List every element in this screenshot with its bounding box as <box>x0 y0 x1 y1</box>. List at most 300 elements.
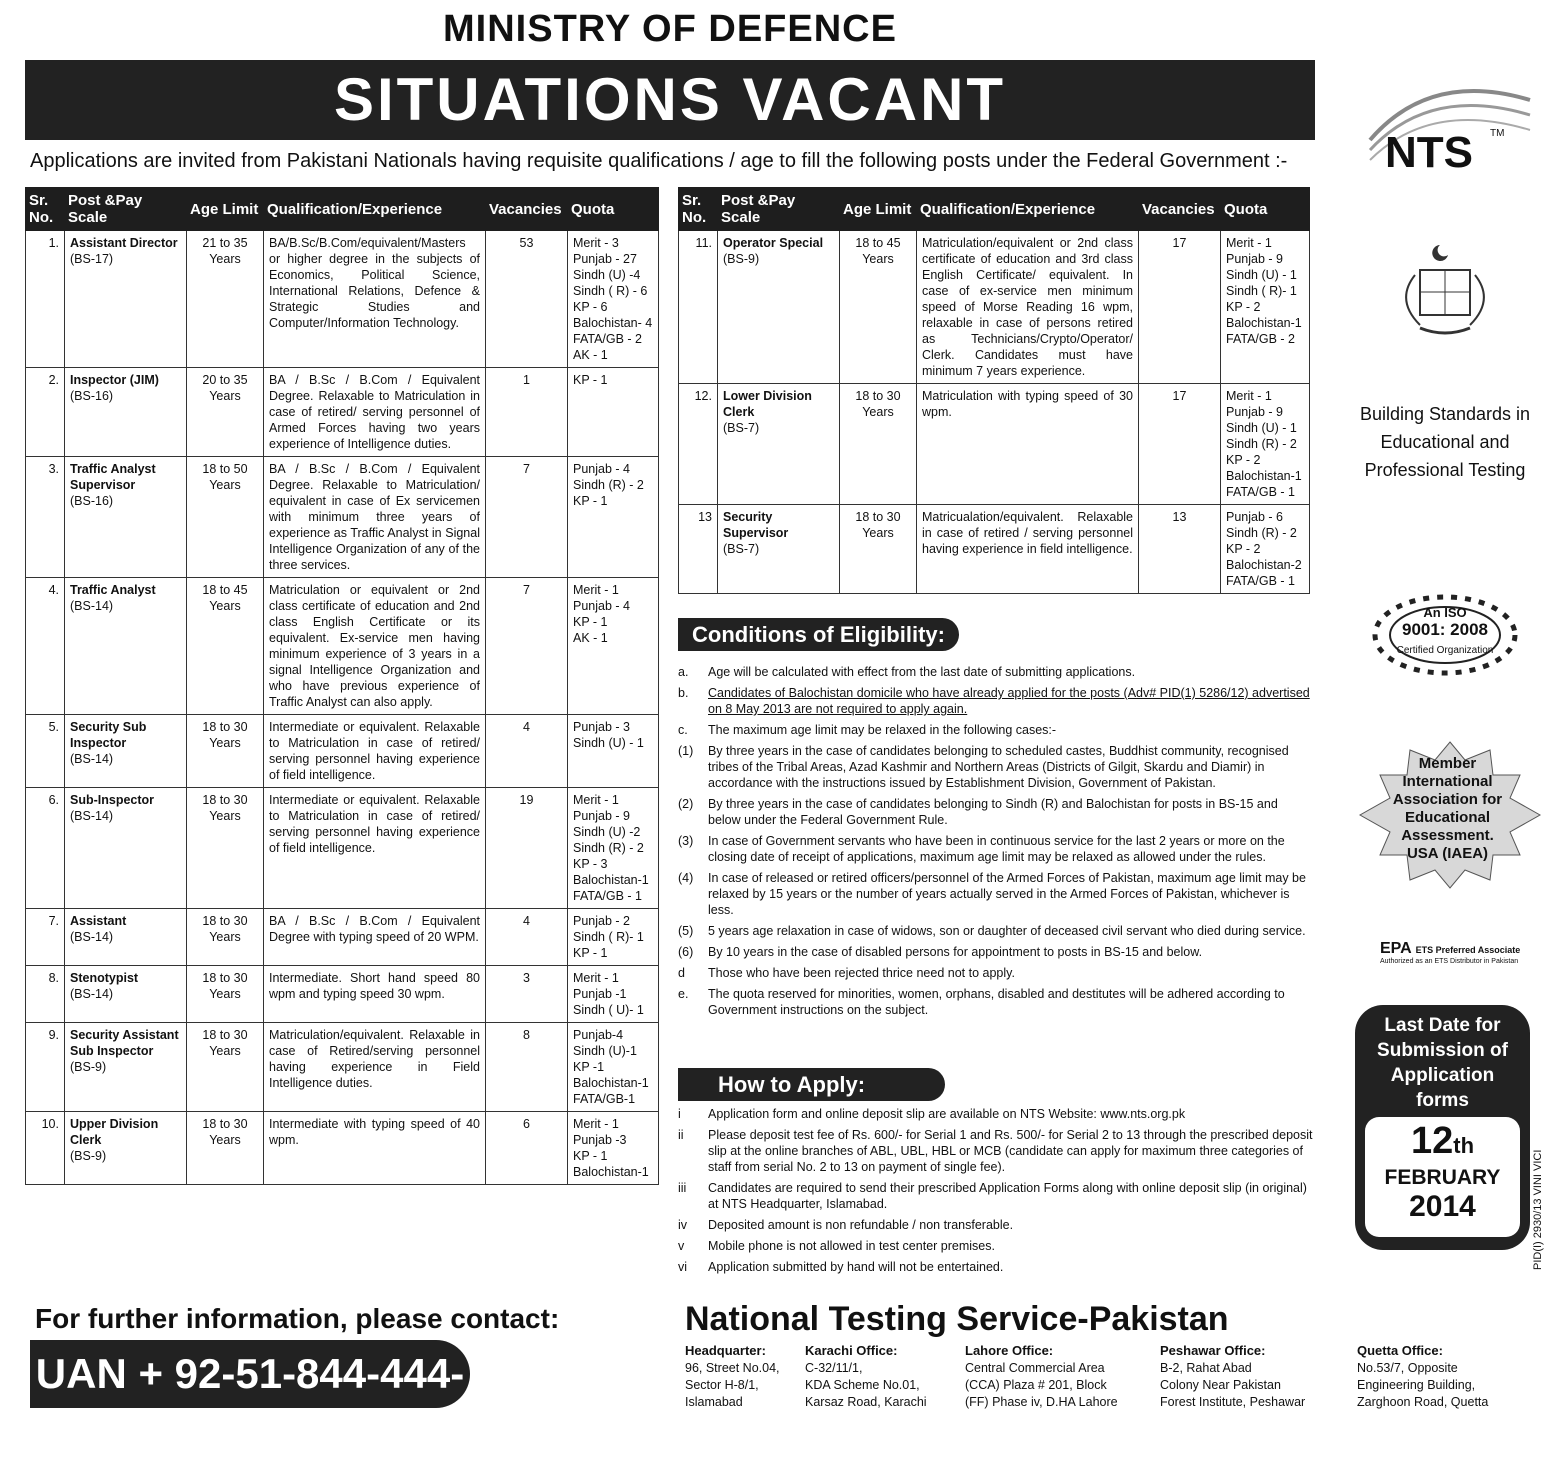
quota-item: Balochistan- 4 <box>573 316 653 330</box>
age-limit: 21 to 35 Years <box>187 231 264 368</box>
quota-item: Sindh ( R) - 6 <box>573 284 648 298</box>
list-item <box>678 1238 1313 1254</box>
last-date-year: 2014 <box>1409 1190 1476 1223</box>
vacancies: 8 <box>486 1023 568 1112</box>
table-header <box>679 188 1310 231</box>
quota-item: FATA/GB - 2 <box>1226 332 1295 346</box>
quota-item: FATA/GB - 1 <box>1226 574 1295 588</box>
col-qual: Qualification/Experience <box>917 188 1139 231</box>
quota-item: Sindh ( U)- 1 <box>573 1003 644 1017</box>
col-qual: Qualification/Experience <box>264 188 486 231</box>
vacancies: 3 <box>486 966 568 1023</box>
list-item <box>678 833 1313 865</box>
tagline: Building Standards in Educational and Professional Testing <box>1359 404 1531 480</box>
age-limit: 18 to 30 Years <box>187 788 264 909</box>
list-item <box>678 1259 1313 1275</box>
quota-item: Balochistan-1 <box>573 1165 649 1179</box>
office-title: Peshawar Office: <box>1160 1343 1266 1358</box>
office-title: Lahore Office: <box>965 1343 1054 1358</box>
serial-number: 4. <box>26 578 65 715</box>
item-marker: a. <box>678 665 689 679</box>
quota-item: KP - 1 <box>573 373 608 387</box>
item-text: Age will be calculated with effect from the last date of submitting applications. <box>708 665 1136 679</box>
uan-number: UAN + 92-51-844-444-1 <box>30 1340 470 1408</box>
post-title: Assistant Director <box>70 236 178 250</box>
vacancies: 6 <box>486 1112 568 1185</box>
item-text: Those who have been rejected thrice need not to apply. <box>708 966 1015 980</box>
item-text: By three years in the case of candidates belonging to scheduled castes, Buddhist community, recognised tribes of the Tribal Areas, Azad Kashmir and Northern Areas (Districts of Gilgit, Skardu and Diamir) in accordance with the instructions issued by Establishment Division, Government of Pakistan. <box>708 744 1289 790</box>
serial-number: 3. <box>26 457 65 578</box>
page-title: SITUATIONS VACANT <box>25 60 1315 140</box>
pay-scale: (BS-7) <box>723 421 760 435</box>
item-marker: vi <box>678 1260 688 1274</box>
post-cell <box>65 966 187 1023</box>
last-date-box <box>1355 1005 1530 1250</box>
iso-line2: 9001: 2008 <box>1401 620 1489 639</box>
office-address <box>1357 1342 1488 1411</box>
quota-item: KP - 6 <box>573 300 608 314</box>
post-title: Traffic Analyst Supervisor <box>70 462 156 492</box>
item-marker: ii <box>678 1128 684 1142</box>
quota-cell <box>568 966 659 1023</box>
quota-item: Punjab - 9 <box>1226 252 1283 266</box>
office-line: (CCA) Plaza # 201, Block <box>965 1378 1107 1392</box>
item-marker: d <box>678 966 685 980</box>
quota-item: Punjab -1 <box>573 987 627 1001</box>
serial-number: 13 <box>679 505 718 594</box>
quota-item: KP - 2 <box>1226 453 1261 467</box>
list-item <box>678 722 1313 738</box>
office-title: Headquarter: <box>685 1343 766 1358</box>
conditions-list <box>678 664 1313 1023</box>
item-marker: (1) <box>678 744 694 758</box>
item-text: By three years in the case of candidates belonging to Sindh (R) and Balochistan for posts in BS-15 and below under the Federal Government Rule. <box>708 797 1278 827</box>
ministry-title: MINISTRY OF DEFENCE <box>443 8 897 50</box>
epa-subtext: Authorized as an ETS Distributor in Pakistan <box>1380 958 1519 965</box>
serial-number: 2. <box>26 368 65 457</box>
quota-item: AK - 1 <box>573 631 608 645</box>
serial-number: 7. <box>26 909 65 966</box>
qualification: Matriculation/equivalent or 2nd class certificate of education and 3rd class English Certificate/ equivalent. In case of ex-service men minimum speed of Morse Reading 16 wpm, relaxable in case of persons retired as Technicians/Crypto/Operator/ Clerk. Candidates must have minimum 7 years experience. <box>917 231 1139 384</box>
intro-text: Applications are invited from Pakistani Nationals having requisite qualifications / age to fill the following posts under the Federal Government :- <box>30 150 1288 172</box>
quota-item: FATA/GB - 1 <box>573 889 642 903</box>
qualification: BA/B.Sc/B.Com/equivalent/Masters or higher degree in the subjects of Economics, Political Science, International Relations, Defence & Strategic Studies and Computer/Information Technology. <box>264 231 486 368</box>
iso-line3: Certified Organization <box>1396 645 1494 656</box>
age-limit: 20 to 35 Years <box>187 368 264 457</box>
qualification: BA / B.Sc / B.Com / Equivalent Degree. Relaxable to Matriculation in case of retired/ serving personnel of Armed Forces having two years experience of Intelligence duties. <box>264 368 486 457</box>
list-item <box>678 870 1313 918</box>
col-post: Post &Pay Scale <box>65 188 187 231</box>
item-text: Deposited amount is non refundable / non transferable. <box>708 1218 1014 1232</box>
vacancies: 4 <box>486 715 568 788</box>
post-cell <box>718 231 840 384</box>
post-cell <box>718 384 840 505</box>
government-emblem-icon <box>1385 240 1505 340</box>
office-line: 96, Street No.04, <box>685 1361 780 1375</box>
office-line: Central Commercial Area <box>965 1361 1105 1375</box>
post-title: Security Sub Inspector <box>70 720 147 750</box>
quota-item: Punjab - 3 <box>573 720 630 734</box>
col-vac: Vacancies <box>486 188 568 231</box>
office-line: Colony Near Pakistan <box>1160 1378 1281 1392</box>
qualification: Matriculation with typing speed of 30 wpm. <box>917 384 1139 505</box>
last-date-day: 12 <box>1410 1120 1454 1162</box>
table-row <box>26 966 659 1023</box>
contact-heading: For further information, please contact: <box>35 1303 560 1334</box>
post-cell <box>65 1112 187 1185</box>
iso-line1: An ISO <box>1423 605 1467 620</box>
post-title: Operator Special <box>723 236 824 250</box>
quota-cell <box>568 368 659 457</box>
item-text: Please deposit test fee of Rs. 600/- for Serial 1 and Rs. 500/- for Serial 2 to 13 through the prescribed deposit slip at the online branches of ABL, UBL, HBL or MCB (candidate can apply for maximum three categories of staff from serial No. 2 to 13 on payment of single fee). <box>708 1128 1313 1174</box>
quota-item: Sindh (U) - 1 <box>1226 421 1297 435</box>
quota-item: Sindh (R) - 2 <box>1226 526 1297 540</box>
item-marker: (5) <box>678 924 694 938</box>
table-row <box>26 909 659 966</box>
last-date-value <box>1365 1117 1520 1237</box>
col-vac: Vacancies <box>1139 188 1221 231</box>
quota-cell <box>568 578 659 715</box>
post-cell <box>65 788 187 909</box>
serial-number: 12. <box>679 384 718 505</box>
quota-item: Sindh (U) -4 <box>573 268 641 282</box>
serial-number: 11. <box>679 231 718 384</box>
qualification: BA / B.Sc / B.Com / Equivalent Degree. Relaxable to Matriculation/ equivalent in case of Ex servicemen with minimum three years of experience as Traffic Analyst in Signal Intelligence Organization of any of the three services. <box>264 457 486 578</box>
office-line: Islamabad <box>685 1395 743 1409</box>
qualification: Intermediate. Short hand speed 80 wpm and typing speed 30 wpm. <box>264 966 486 1023</box>
vacancies: 1 <box>486 368 568 457</box>
post-title: Traffic Analyst <box>70 583 156 597</box>
quota-item: Sindh (U) -2 <box>573 825 641 839</box>
vacancies: 17 <box>1139 384 1221 505</box>
office-line: Engineering Building, <box>1357 1378 1476 1392</box>
quota-item: Balochistan-1 <box>1226 469 1302 483</box>
vacancies: 7 <box>486 457 568 578</box>
vacancies: 19 <box>486 788 568 909</box>
apply-list <box>678 1106 1313 1280</box>
list-item <box>678 965 1313 981</box>
post-title: Security Assistant Sub Inspector <box>70 1028 179 1058</box>
nts-wordmark: NTS <box>1385 128 1473 177</box>
office-line: B-2, Rahat Abad <box>1160 1361 1252 1375</box>
table-row <box>26 578 659 715</box>
age-limit: 18 to 30 Years <box>840 505 917 594</box>
list-item <box>678 986 1313 1018</box>
last-date-day-suffix: th <box>1453 1133 1475 1158</box>
quota-item: Sindh ( R)- 1 <box>1226 284 1297 298</box>
vacancy-table-left <box>25 187 659 1185</box>
quota-item: Balochistan-1 <box>573 1076 649 1090</box>
qualification: Intermediate with typing speed of 40 wpm. <box>264 1112 486 1185</box>
item-text: In case of released or retired officers/personnel of the Armed Forces of Pakistan, maximum age limit may be relaxed by 15 years or the number of years actually served in the Armed Forces of Pakistan, whichever is less. <box>708 871 1306 917</box>
age-limit: 18 to 30 Years <box>187 909 264 966</box>
office-line: C-32/11/1, <box>805 1361 863 1375</box>
item-text: Candidates of Balochistan domicile who have already applied for the posts (Adv# PID(1) 5286/12) advertised on 8 May 2013 are not required to apply again. <box>708 686 1310 716</box>
pay-scale: (BS-14) <box>70 752 114 766</box>
list-item <box>678 923 1313 939</box>
pay-scale: (BS-9) <box>70 1149 107 1163</box>
serial-number: 9. <box>26 1023 65 1112</box>
qualification: Matriculation or equivalent or 2nd class certificate of education and 2nd class English Certificate or its equivalent. Ex-service men having minimum experience of 3 years in a signal Intelligence Organization and who have previous experience of Traffic Analyst can also apply. <box>264 578 486 715</box>
quota-item: Merit - 3 <box>573 236 619 250</box>
quota-item: Punjab -3 <box>573 1133 627 1147</box>
quota-item: FATA/GB - 2 <box>573 332 642 346</box>
quota-item: KP - 1 <box>573 946 608 960</box>
quota-item: Punjab - 6 <box>1226 510 1283 524</box>
office-line: (FF) Phase iv, D.HA Lahore <box>965 1395 1118 1409</box>
pay-scale: (BS-17) <box>70 252 114 266</box>
serial-number: 8. <box>26 966 65 1023</box>
pay-scale: (BS-9) <box>70 1060 107 1074</box>
list-item <box>678 944 1313 960</box>
post-cell <box>65 578 187 715</box>
post-cell <box>65 715 187 788</box>
col-sr: Sr. No. <box>26 188 65 231</box>
table-row <box>26 231 659 368</box>
pay-scale: (BS-14) <box>70 930 114 944</box>
post-title: Stenotypist <box>70 971 139 985</box>
list-item <box>678 685 1313 717</box>
vacancies: 17 <box>1139 231 1221 384</box>
list-item <box>678 1217 1313 1233</box>
quota-item: Punjab-4 <box>573 1028 624 1042</box>
col-age: Age Limit <box>187 188 264 231</box>
age-limit: 18 to 45 Years <box>840 231 917 384</box>
quota-cell <box>568 788 659 909</box>
col-quota: Quota <box>1221 188 1310 231</box>
quota-item: Sindh (U)-1 <box>573 1044 637 1058</box>
last-date-month: FEBRUARY <box>1384 1166 1501 1189</box>
pay-scale: (BS-7) <box>723 542 760 556</box>
quota-item: Sindh (R) - 2 <box>573 478 644 492</box>
item-text: Application submitted by hand will not be entertained. <box>708 1260 1004 1274</box>
quota-item: Merit - 1 <box>573 793 619 807</box>
organization-name: National Testing Service-Pakistan <box>685 1300 1229 1338</box>
table-header <box>26 188 659 231</box>
pay-scale: (BS-16) <box>70 494 114 508</box>
quota-item: Sindh (R) - 2 <box>1226 437 1297 451</box>
quota-item: Merit - 1 <box>1226 389 1272 403</box>
item-marker: c. <box>678 723 688 737</box>
serial-number: 10. <box>26 1112 65 1185</box>
quota-item: Merit - 1 <box>573 971 619 985</box>
quota-item: KP - 2 <box>1226 542 1261 556</box>
quota-item: KP - 2 <box>1226 300 1261 314</box>
conditions-heading: Conditions of Eligibility: <box>678 618 959 651</box>
post-cell <box>65 368 187 457</box>
quota-item: Punjab - 4 <box>573 599 630 613</box>
vacancies: 53 <box>486 231 568 368</box>
last-date-label: Last Date for Submission of Application forms <box>1377 1015 1508 1111</box>
item-text: In case of Government servants who have been in continuous service for the last 2 years or more on the closing date of receipt of applications, maximum age limit may be relaxed as allowed under the rules. <box>708 834 1285 864</box>
list-item <box>678 664 1313 680</box>
item-text: Application form and online deposit slip are available on NTS Website: www.nts.org.pk <box>708 1107 1186 1121</box>
pid-code: PID(I) 2930/13 VINI VICI <box>1532 1149 1544 1270</box>
post-cell <box>65 231 187 368</box>
quota-item: KP - 1 <box>573 1149 608 1163</box>
office-title: Quetta Office: <box>1357 1343 1443 1358</box>
post-cell <box>65 909 187 966</box>
age-limit: 18 to 30 Years <box>840 384 917 505</box>
serial-number: 5. <box>26 715 65 788</box>
quota-item: Punjab - 9 <box>1226 405 1283 419</box>
office-line: Zarghoon Road, Quetta <box>1357 1395 1489 1409</box>
item-marker: b. <box>678 686 689 700</box>
item-text: Candidates are required to send their prescribed Application Forms along with online deposit slip (in original) at NTS Headquarter, Islamabad. <box>708 1181 1307 1211</box>
item-text: 5 years age relaxation in case of widows, son or daughter of deceased civil servant who died during service. <box>708 924 1306 938</box>
item-marker: (2) <box>678 797 694 811</box>
quota-item: Punjab - 4 <box>573 462 630 476</box>
item-marker: iv <box>678 1218 688 1232</box>
table-row <box>26 457 659 578</box>
col-quota: Quota <box>568 188 659 231</box>
item-marker: (4) <box>678 871 694 885</box>
quota-cell <box>568 909 659 966</box>
qualification: Intermediate or equivalent. Relaxable to Matriculation in case of retired/ serving personnel having experience of field intelligence. <box>264 788 486 909</box>
col-post: Post &Pay Scale <box>718 188 840 231</box>
qualification: Intermediate or equivalent. Relaxable to Matriculation in case of retired/ serving personnel having experience of field intelligence. <box>264 715 486 788</box>
pay-scale: (BS-14) <box>70 987 114 1001</box>
item-text: The quota reserved for minorities, women, orphans, disabled and destitutes will be adhered according to Government instructions on the subject. <box>708 987 1285 1017</box>
item-text: Mobile phone is not allowed in test center premises. <box>708 1239 995 1253</box>
qualification: BA / B.Sc / B.Com / Equivalent Degree with typing speed of 20 WPM. <box>264 909 486 966</box>
quota-item: Punjab - 9 <box>573 809 630 823</box>
item-marker: iii <box>678 1181 687 1195</box>
age-limit: 18 to 30 Years <box>187 1023 264 1112</box>
iaea-member-text: Member International Association for Educational Assessment. USA (IAEA) <box>1392 755 1503 862</box>
quota-item: Merit - 1 <box>1226 236 1272 250</box>
quota-item: FATA/GB - 1 <box>1226 485 1295 499</box>
post-title: Upper Division Clerk <box>70 1117 159 1147</box>
qualification: Matriculation/equivalent. Relaxable in case of Retired/serving personnel having experience in Field Intelligence duties. <box>264 1023 486 1112</box>
quota-item: FATA/GB-1 <box>573 1092 636 1106</box>
table-row <box>679 505 1310 594</box>
list-item <box>678 743 1313 791</box>
age-limit: 18 to 50 Years <box>187 457 264 578</box>
office-address <box>965 1342 1118 1411</box>
epa-logo <box>1380 940 1520 958</box>
quota-item: Balochistan-1 <box>1226 316 1302 330</box>
office-line: No.53/7, Opposite <box>1357 1361 1458 1375</box>
qualification: Matricualation/equivalent. Relaxable in case of retired / serving personnel having experience in field intelligence. <box>917 505 1139 594</box>
quota-cell <box>568 1023 659 1112</box>
table-row <box>26 715 659 788</box>
item-text: By 10 years in the case of disabled persons for appointment to posts in BS-15 and below. <box>708 945 1203 959</box>
post-title: Security Supervisor <box>723 510 789 540</box>
quota-item: Sindh (R) - 2 <box>573 841 644 855</box>
quota-item: Sindh (U) - 1 <box>1226 268 1297 282</box>
age-limit: 18 to 30 Years <box>187 1112 264 1185</box>
vacancies: 7 <box>486 578 568 715</box>
age-limit: 18 to 30 Years <box>187 966 264 1023</box>
office-title: Karachi Office: <box>805 1343 898 1358</box>
item-text: The maximum age limit may be relaxed in the following cases:- <box>708 723 1057 737</box>
post-title: Inspector (JIM) <box>70 373 159 387</box>
table-row <box>26 788 659 909</box>
vacancy-table-right <box>678 187 1310 594</box>
vacancies: 13 <box>1139 505 1221 594</box>
quota-cell <box>568 1112 659 1185</box>
trademark: TM <box>1490 128 1505 139</box>
quota-item: Balochistan-2 <box>1226 558 1302 572</box>
quota-item: AK - 1 <box>573 348 608 362</box>
pay-scale: (BS-14) <box>70 599 114 613</box>
post-cell <box>65 1023 187 1112</box>
quota-item: Merit - 1 <box>573 1117 619 1131</box>
table-row <box>679 384 1310 505</box>
item-marker: (6) <box>678 945 694 959</box>
table-row <box>26 1023 659 1112</box>
item-marker: v <box>678 1239 685 1253</box>
quota-cell <box>568 231 659 368</box>
item-marker: i <box>678 1107 681 1121</box>
vacancies: 4 <box>486 909 568 966</box>
table-row <box>26 368 659 457</box>
post-cell <box>718 505 840 594</box>
quota-item: KP - 1 <box>573 494 608 508</box>
office-address <box>1160 1342 1305 1411</box>
item-marker: (3) <box>678 834 694 848</box>
apply-heading-bar <box>678 1072 945 1098</box>
office-address <box>685 1342 780 1411</box>
pay-scale: (BS-16) <box>70 389 114 403</box>
epa-mark: EPA <box>1380 940 1412 957</box>
post-cell <box>65 457 187 578</box>
list-item <box>678 1180 1313 1212</box>
epa-label: ETS Preferred Associate <box>1415 945 1521 955</box>
quota-item: Balochistan-1 <box>573 873 649 887</box>
quota-item: KP -1 <box>573 1060 605 1074</box>
conditions-heading-bar <box>678 622 959 648</box>
office-address <box>805 1342 927 1411</box>
office-line: Forest Institute, Peshawar <box>1160 1395 1306 1409</box>
quota-cell <box>568 715 659 788</box>
list-item <box>678 1127 1313 1175</box>
pay-scale: (BS-14) <box>70 809 114 823</box>
quota-item: Punjab - 27 <box>573 252 637 266</box>
quota-cell <box>568 457 659 578</box>
item-marker: e. <box>678 987 689 1001</box>
office-line: KDA Scheme No.01, <box>805 1378 920 1392</box>
list-item <box>678 796 1313 828</box>
post-title: Lower Division Clerk <box>723 389 812 419</box>
quota-cell <box>1221 231 1310 384</box>
quota-item: KP - 1 <box>573 615 608 629</box>
apply-heading: How to Apply: <box>678 1068 945 1101</box>
serial-number: 6. <box>26 788 65 909</box>
office-line: Karsaz Road, Karachi <box>805 1395 927 1409</box>
quota-item: KP - 3 <box>573 857 608 871</box>
table-row <box>679 231 1310 384</box>
col-sr: Sr. No. <box>679 188 718 231</box>
quota-item: Sindh (U) - 1 <box>573 736 644 750</box>
quota-cell <box>1221 384 1310 505</box>
quota-item: Sindh ( R)- 1 <box>573 930 644 944</box>
post-title: Assistant <box>70 914 127 928</box>
quota-item: Punjab - 2 <box>573 914 630 928</box>
serial-number: 1. <box>26 231 65 368</box>
table-row <box>26 1112 659 1185</box>
col-age: Age Limit <box>840 188 917 231</box>
post-title: Sub-Inspector <box>70 793 155 807</box>
list-item <box>678 1106 1313 1122</box>
age-limit: 18 to 45 Years <box>187 578 264 715</box>
quota-cell <box>1221 505 1310 594</box>
office-line: Sector H-8/1, <box>685 1378 759 1392</box>
pay-scale: (BS-9) <box>723 252 760 266</box>
quota-item: Merit - 1 <box>573 583 619 597</box>
age-limit: 18 to 30 Years <box>187 715 264 788</box>
